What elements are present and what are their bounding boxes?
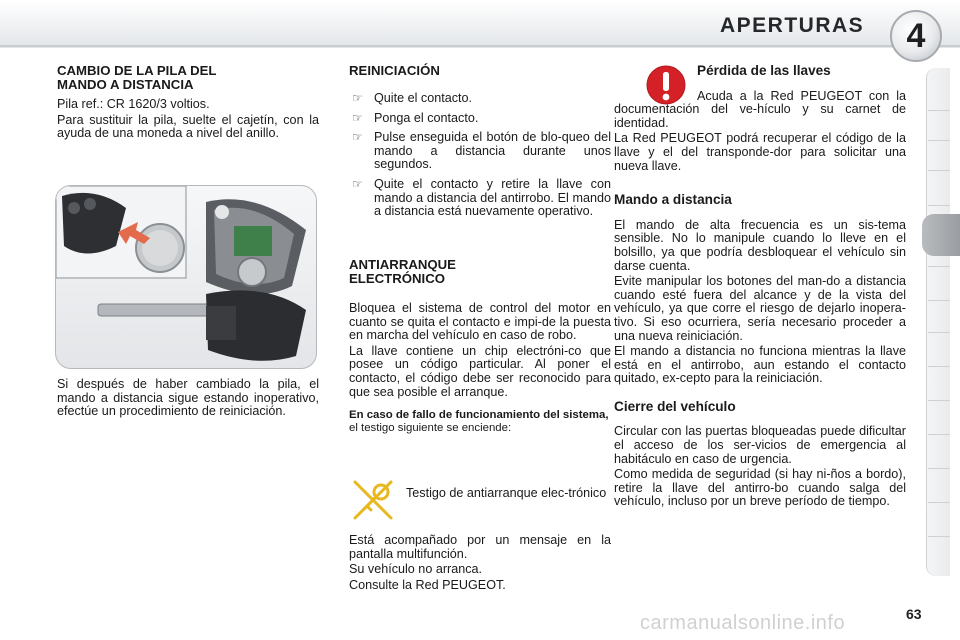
page-number: 63 [906, 606, 922, 622]
malfunction-bold: En caso de fallo de funcionamiento del sistema, [349, 409, 609, 422]
immobiliser-warning-lamp-icon [349, 476, 397, 524]
malfunction-rest: el testigo siguiente se enciende: [349, 422, 512, 435]
tab-divider [928, 300, 950, 301]
battery-after-section [57, 378, 319, 421]
reinit-section [349, 64, 611, 225]
battery-section [57, 64, 319, 143]
tab-divider [928, 468, 950, 469]
immobiliser-consequences [349, 534, 611, 594]
tab-divider [928, 332, 950, 333]
chapter-number-badge [890, 10, 942, 62]
step-text: Ponga el contacto. [374, 110, 479, 125]
chapter-number: 4 [906, 17, 926, 55]
locking-p2: Como medida de seguridad (si hay ni-ños a bordo), retire la llave del antirro-bo cuando salga del vehículo, incluso por un breve período de tiempo. [614, 467, 906, 509]
battery-ref: Pila ref.: CR 1620/3 voltios. [57, 97, 210, 111]
pointing-hand-icon: ☞ [352, 91, 363, 105]
key-battery-illustration [56, 186, 317, 369]
tab-divider [928, 400, 950, 401]
tab-divider [928, 502, 950, 503]
tab-divider [928, 110, 950, 111]
battery-reinit-note: Si después de haber cambiado la pila, el mando a distancia sigue estando inoperativo, efectúe un procedimiento de reiniciación. [57, 377, 319, 419]
step-text: Pulse enseguida el botón de blo-queo del mando a distancia durante unos segundos. [374, 130, 611, 172]
list-item [349, 178, 611, 219]
tab-divider [928, 170, 950, 171]
lost-keys-p1 [614, 90, 906, 131]
tab-divider [928, 266, 950, 267]
watermark: carmanualsonline.info [640, 612, 846, 634]
tab-chapter-4-active[interactable] [922, 214, 960, 256]
remote-title: Mando a distancia [614, 192, 732, 208]
msg-no-start: Su vehículo no arranca. [349, 562, 483, 577]
step-text: Quite el contacto. [374, 91, 473, 105]
pointing-hand-icon: ☞ [352, 130, 363, 145]
immobiliser-title-line2: ELECTRÓNICO [349, 271, 445, 286]
reinit-steps [349, 92, 611, 219]
remote-p1: El mando de alta frecuencia es un sis-tema sensible. No lo manipule cuando lo lleve en el bolsillo, ya que podría desbloquear el vehículo sin darse cuenta. [614, 217, 906, 273]
battery-instructions: Para sustituir la pila, suelte el cajetín, con la ayuda de una moneda a nivel del anillo. [57, 112, 319, 141]
lost-keys-p2: La Red PEUGEOT podrá recuperar el código de la llave y el del transponde-dor para solicitar una nueva llave. [614, 131, 906, 173]
chapter-tabs [926, 68, 950, 576]
list-item [349, 131, 611, 172]
chapter-title: APERTURAS [720, 14, 865, 37]
immobiliser-p2: La llave contiene un chip electróni-co que posee un código particular. Al poner el contacto, el código debe ser reconocido para que sea posible el arranque. [349, 343, 611, 399]
tab-divider [928, 140, 950, 141]
lost-keys-section [614, 64, 906, 511]
page-header [0, 0, 960, 62]
list-item [349, 92, 611, 106]
header-divider [0, 45, 960, 47]
immobiliser-title-line1: ANTIARRANQUE [349, 257, 456, 272]
lost-keys-p1-text: Acuda a la Red PEUGEOT con la documentación del ve-hículo y su carnet de identidad. [614, 88, 906, 130]
tab-divider [928, 205, 950, 206]
msg-multifunction: Está acompañado por un mensaje en la pantalla multifunción. [349, 533, 611, 561]
lost-keys-title: Pérdida de las llaves [697, 63, 831, 78]
step-text: Quite el contacto y retire la llave con mando a distancia del antirrobo. El mando a distancia está nuevamente operativo. [374, 176, 611, 219]
immobiliser-title [349, 258, 611, 286]
locking-title: Cierre del vehículo [614, 398, 736, 414]
immobiliser-p1: Bloquea el sistema de control del motor en cuanto se quita el contacto e impi-de la puesta en marcha del vehículo en caso de robo. [349, 301, 611, 343]
locking-p1: Circular con las puertas bloqueadas puede dificultar el acceso de los ser-vicios de emergencia al habitáculo en caso de urgencia. [614, 424, 906, 466]
remote-p2: Evite manipular los botones del man-do a distancia cuando esté fuera del alcance y de la vista del vehículo, ya que corre el riesgo de dejarlo inopera-tivo. Si eso ocurriera, sería necesario proceder a una nueva reiniciación. [614, 274, 906, 343]
pointing-hand-icon: ☞ [352, 176, 363, 191]
battery-title-line2: MANDO A DISTANCIA [57, 77, 194, 92]
remote-p3: El mando a distancia no funciona mientras la llave está en el antirrobo, aun estando el contacto quitado, ex-cepto para la reiniciación. [614, 344, 906, 386]
testigo-label-block [406, 487, 611, 503]
battery-title-line1: CAMBIO DE LA PILA DEL [57, 63, 217, 78]
testigo-label: Testigo de antiarranque elec-trónico [406, 486, 607, 500]
key-battery-photo [55, 185, 317, 369]
malfunction-note [349, 409, 611, 435]
msg-consult: Consulte la Red PEUGEOT. [349, 577, 506, 592]
reinit-title: REINICIACIÓN [349, 63, 440, 78]
immobiliser-section [349, 258, 611, 437]
list-item [349, 112, 611, 126]
tab-divider [928, 434, 950, 435]
tab-divider [928, 366, 950, 367]
tab-divider [928, 536, 950, 537]
battery-title [57, 64, 319, 92]
pointing-hand-icon: ☞ [352, 110, 363, 125]
